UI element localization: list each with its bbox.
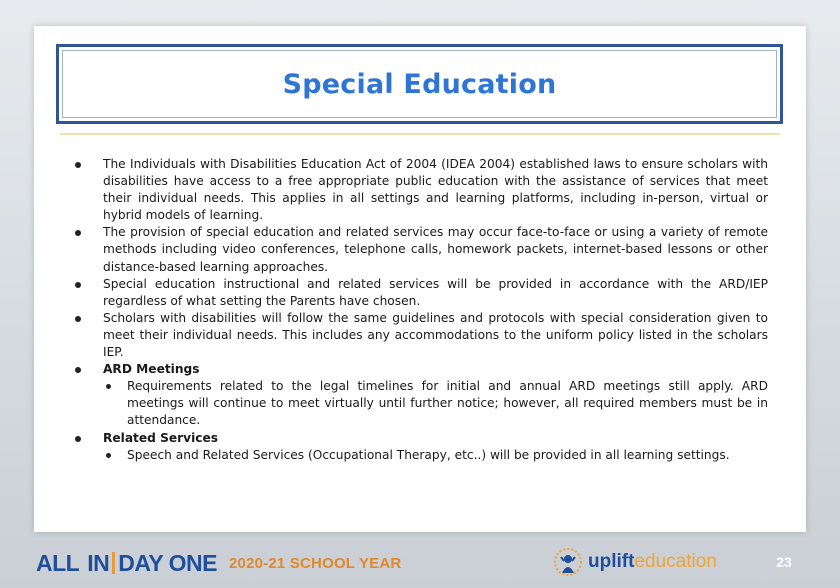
title-frame: [56, 44, 783, 124]
sub-bullet-text: Requirements related to the legal timelines for initial and annual ARD meetings still apply. ARD meetings will continue to meet virtually until further notice; however, all required members must be in attendance.: [127, 379, 768, 428]
page-number: 23: [776, 554, 792, 570]
brand-all: ALL: [36, 549, 80, 576]
section-heading: Related Services: [103, 430, 219, 445]
title-divider: [60, 133, 780, 135]
sub-bullet-dot-icon: [103, 378, 127, 429]
bullet-dot-icon: [75, 367, 81, 373]
all-in-day-one-brand: [36, 550, 401, 576]
brand-separator: [112, 552, 115, 574]
sub-bullet: [103, 378, 768, 429]
uplift-sun-icon: [554, 547, 582, 577]
logo-word-uplift: uplift: [588, 551, 635, 572]
section-heading: ARD Meetings: [103, 362, 200, 377]
bullet-text: Scholars with disabilities will follow the same guidelines and protocols with special consideration given to meet their individual needs. This includes any accommodations to the uniform policy listed in the scholars IEP.: [103, 310, 768, 360]
bullet-item: [103, 361, 768, 429]
logo-word-education: education: [634, 551, 717, 572]
bullet-list: [103, 156, 768, 464]
bullet-item: [103, 310, 768, 361]
bullet-dot-icon: [75, 230, 81, 236]
sub-bullet-dot-icon: [103, 447, 127, 464]
bullet-text: Special education instructional and related services will be provided in accordance with the ARD/IEP regardless of what setting the Parents have chosen.: [103, 276, 768, 308]
bullet-dot-icon: [75, 436, 81, 442]
brand-in: IN: [87, 549, 110, 576]
brand-day-one: DAY ONE: [118, 549, 217, 576]
bullet-dot-icon: [75, 162, 81, 168]
page-title: Special Education: [282, 68, 557, 100]
school-year: 2020-21 SCHOOL YEAR: [228, 554, 402, 572]
uplift-education-logo: [554, 546, 729, 578]
bullet-text: The: [103, 157, 130, 171]
bullet-text-emphasis: Individuals with Disabilities Education Act of 2004 (IDEA 2004): [129, 157, 516, 171]
slide-card: [34, 26, 806, 532]
footer: [0, 540, 840, 588]
bullet-item: [103, 156, 768, 224]
sub-bullet-text: Speech and Related Services (Occupational Therapy, etc..) will be provided in all learning settings.: [127, 447, 730, 462]
sub-bullet: [103, 447, 768, 464]
bullet-text: The provision of special education and related services may occur face-to-face or using a variety of remote methods including video conferences, telephone calls, homework packets, internet-based lessons or other distance-based learning approaches.: [103, 225, 768, 274]
bullet-dot-icon: [75, 316, 81, 322]
bullet-text: established laws to ensure scholars with disabilities have access to a free appropriate public education with the assistance of services that meet their individual needs. This applies in all settings and learning platforms, including in-person, virtual or hybrid models of learning.: [103, 157, 768, 223]
bullet-item: [103, 224, 768, 275]
bullet-item: [103, 276, 768, 310]
bullet-item: [103, 430, 768, 464]
bullet-dot-icon: [75, 282, 81, 288]
